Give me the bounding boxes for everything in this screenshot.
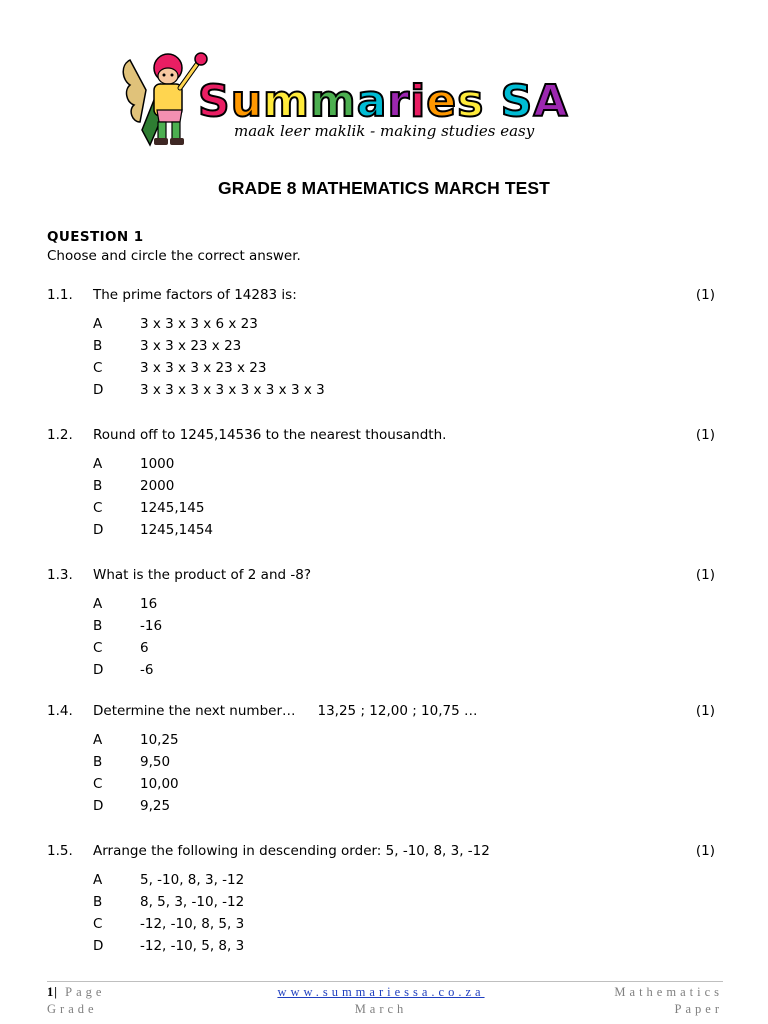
option-letter: B [93, 894, 103, 910]
logo-letter: e [426, 76, 458, 127]
question-text [93, 703, 478, 719]
footer-divider [47, 981, 723, 982]
logo-letter: a [356, 76, 388, 127]
answer-option[interactable] [0, 478, 768, 500]
option-text: 9,50 [140, 754, 171, 770]
logo-letter [484, 76, 500, 127]
question-prompt: Round off to 1245,14536 to the nearest thousandth. [93, 427, 447, 443]
option-text: 2000 [140, 478, 175, 494]
question-block [0, 843, 768, 960]
question-block [0, 287, 768, 404]
section-heading: QUESTION 1 [47, 229, 144, 245]
option-text: 5, -10, 8, 3, -12 [140, 872, 245, 888]
answer-option[interactable] [0, 916, 768, 938]
question-prompt: The prime factors of 14283 is: [93, 287, 297, 303]
logo-letter: S [500, 76, 534, 127]
option-letter: A [93, 732, 103, 748]
option-letter: B [93, 618, 103, 634]
logo-letter: s [457, 76, 485, 127]
option-text: 1245,145 [140, 500, 205, 516]
option-text: 10,25 [140, 732, 179, 748]
option-letter: D [93, 938, 104, 954]
question-number: 1.4. [47, 703, 73, 719]
option-letter: A [93, 456, 103, 472]
question-text [93, 427, 446, 443]
option-text: 1245,1454 [140, 522, 214, 538]
option-text: 10,00 [140, 776, 179, 792]
question-line [0, 287, 768, 307]
answer-option[interactable] [0, 360, 768, 382]
section-instruction: Choose and circle the correct answer. [47, 248, 301, 264]
answer-option[interactable] [0, 382, 768, 404]
logo-letter: i [410, 76, 427, 127]
question-number: 1.2. [47, 427, 73, 443]
option-letter: C [93, 360, 103, 376]
option-letter: C [93, 916, 103, 932]
footer-page-indicator [47, 985, 105, 1000]
option-letter: D [93, 382, 104, 398]
logo-letter: m [263, 76, 310, 127]
footer-grade: Grade [47, 1002, 98, 1016]
option-letter: C [93, 500, 103, 516]
option-letter: B [93, 338, 103, 354]
page-footer [47, 985, 723, 1019]
answer-option[interactable] [0, 754, 768, 776]
logo-letter: r [387, 76, 411, 127]
question-text [93, 287, 297, 303]
question-block [0, 703, 768, 820]
logo-wordmark [198, 76, 569, 127]
option-letter: A [93, 596, 103, 612]
question-prompt: What is the product of 2 and -8? [93, 567, 311, 583]
option-letter: D [93, 522, 104, 538]
page-label: Page [58, 985, 106, 999]
answer-option[interactable] [0, 662, 768, 684]
question-number: 1.5. [47, 843, 73, 859]
option-text: 3 x 3 x 3 x 23 x 23 [140, 360, 267, 376]
summaries-sa-logo [120, 50, 650, 150]
answer-option[interactable] [0, 316, 768, 338]
footer-month: March [354, 1002, 408, 1016]
question-marks: (1) [695, 427, 715, 443]
answer-option[interactable] [0, 596, 768, 618]
option-text: -16 [140, 618, 163, 634]
question-number: 1.3. [47, 567, 73, 583]
footer-paper: Paper [674, 1002, 723, 1016]
option-letter: B [93, 478, 103, 494]
question-text [93, 567, 311, 583]
option-text: 8, 5, 3, -10, -12 [140, 894, 245, 910]
page-number: 1 [47, 985, 55, 999]
option-text: 9,25 [140, 798, 171, 814]
question-sequence: 13,25 ; 12,00 ; 10,75 … [317, 703, 478, 719]
answer-option[interactable] [0, 456, 768, 478]
page-title: GRADE 8 MATHEMATICS MARCH TEST [218, 178, 550, 198]
answer-option[interactable] [0, 894, 768, 916]
footer-subject: Mathematics [614, 985, 723, 999]
question-marks: (1) [695, 287, 715, 303]
answer-option[interactable] [0, 640, 768, 662]
question-marks: (1) [695, 843, 715, 859]
answer-option[interactable] [0, 338, 768, 360]
question-marks: (1) [695, 703, 715, 719]
option-text: -6 [140, 662, 154, 678]
answer-option[interactable] [0, 776, 768, 798]
question-prompt: Determine the next number… [93, 703, 296, 719]
logo-letter: A [533, 76, 569, 127]
option-letter: D [93, 662, 104, 678]
answer-option[interactable] [0, 500, 768, 522]
option-text: 1000 [140, 456, 175, 472]
answer-option[interactable] [0, 618, 768, 640]
answer-option[interactable] [0, 522, 768, 544]
logo-tagline: maak leer maklik - making studies easy [234, 122, 535, 140]
answer-option[interactable] [0, 872, 768, 894]
question-marks: (1) [695, 567, 715, 583]
question-line [0, 703, 768, 723]
option-text: -12, -10, 5, 8, 3 [140, 938, 245, 954]
option-letter: C [93, 776, 103, 792]
answer-option[interactable] [0, 798, 768, 820]
answer-option[interactable] [0, 732, 768, 754]
option-letter: C [93, 640, 103, 656]
question-line [0, 843, 768, 863]
question-number: 1.1. [47, 287, 73, 303]
option-letter: A [93, 872, 103, 888]
question-block [0, 567, 768, 684]
option-text: -12, -10, 8, 5, 3 [140, 916, 245, 932]
option-text: 16 [140, 596, 158, 612]
option-text: 3 x 3 x 23 x 23 [140, 338, 242, 354]
option-text: 3 x 3 x 3 x 6 x 23 [140, 316, 258, 332]
footer-website-link[interactable]: www.summariessa.co.za [277, 985, 485, 999]
option-letter: B [93, 754, 103, 770]
logo-letter: u [230, 76, 264, 127]
question-text [93, 843, 490, 859]
question-line [0, 567, 768, 587]
option-text: 6 [140, 640, 149, 656]
option-letter: A [93, 316, 103, 332]
answer-options [0, 872, 768, 960]
question-block [0, 427, 768, 544]
question-prompt: Arrange the following in descending order: 5, -10, 8, 3, -12 [93, 843, 490, 859]
option-letter: D [93, 798, 104, 814]
mascot-icon [123, 53, 207, 145]
page-separator: | [54, 985, 59, 999]
logo-letter: S [198, 76, 231, 127]
answer-options [0, 456, 768, 544]
option-text: 3 x 3 x 3 x 3 x 3 x 3 x 3 x 3 [140, 382, 325, 398]
logo-letter: m [309, 76, 357, 127]
answer-options [0, 316, 768, 404]
answer-options [0, 732, 768, 820]
answer-option[interactable] [0, 938, 768, 960]
answer-options [0, 596, 768, 684]
question-line [0, 427, 768, 447]
